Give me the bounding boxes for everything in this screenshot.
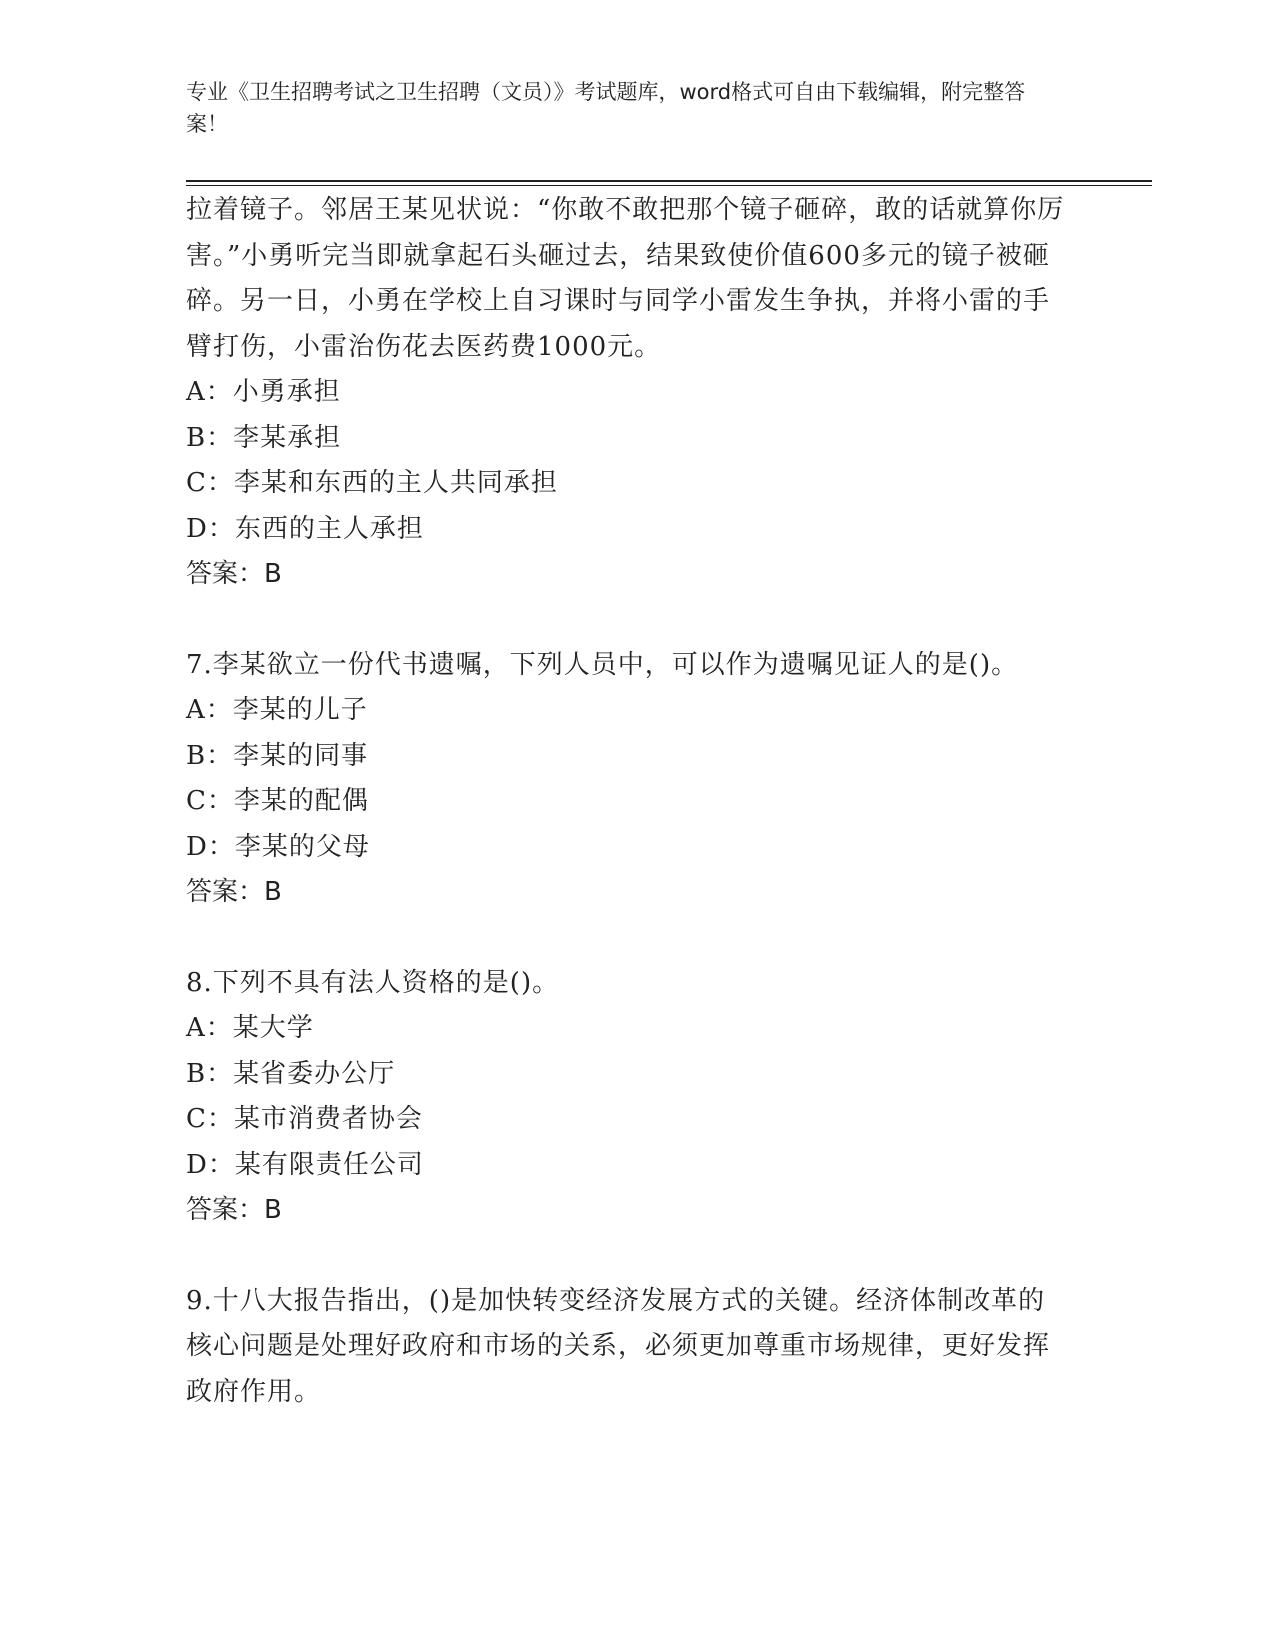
answer: 答案：B: [186, 877, 282, 907]
document-body: [186, 188, 1066, 1415]
question-8: [186, 961, 1066, 1234]
option-d: D：某有限责任公司: [186, 1149, 424, 1180]
question-title: 8.下列不具有法人资格的是()。: [186, 967, 560, 998]
option-a: A：小勇承担: [186, 377, 341, 407]
option-c: C：李某的配偶: [186, 786, 369, 816]
header-divider-thick: [186, 180, 1152, 182]
spacer: [186, 598, 1066, 643]
question-6-continued: [186, 188, 1066, 598]
option-c: C：李某和东西的主人共同承担: [186, 468, 558, 498]
option-d: D：东西的主人承担: [186, 513, 424, 544]
header-divider-thin: [186, 185, 1152, 186]
answer: 答案：B: [186, 559, 282, 589]
spacer: [186, 1234, 1066, 1279]
option-b: B：李某的同事: [186, 740, 369, 771]
option-d: D：李某的父母: [186, 831, 370, 862]
question-7: [186, 643, 1066, 916]
document-header: 专业《卫生招聘考试之卫生招聘（文员）》考试题库，word格式可自由下载编辑，附完整答案！: [186, 80, 1026, 136]
question-title: 7.李某欲立一份代书遗嘱，下列人员中，可以作为遗嘱见证人的是()。: [186, 649, 1019, 680]
spacer: [186, 916, 1066, 961]
option-b: B：某省委办公厅: [186, 1058, 396, 1089]
option-a: A：某大学: [186, 1013, 314, 1043]
option-c: C：某市消费者协会: [186, 1104, 423, 1134]
question-9: [186, 1279, 1066, 1416]
answer: 答案：B: [186, 1195, 282, 1225]
question-text: 拉着镜子。邻居王某见状说：“你敢不敢把那个镜子砸碎，敢的话就算你厉害。”小勇听完当即就拿起石头砸过去，结果致使价值600多元的镜子被砸碎。另一日，小勇在学校上自习课时与同学小雷发生争执，并将小雷的手臂打伤，小雷治伤花去医药费1000元。: [186, 195, 1065, 362]
option-a: A：李某的儿子: [186, 695, 368, 725]
question-title: 9.十八大报告指出，()是加快转变经济发展方式的关键。经济体制改革的核心问题是处理好政府和市场的关系，必须更加尊重市场规律，更好发挥政府作用。: [186, 1285, 1051, 1407]
option-b: B：李某承担: [186, 422, 342, 453]
